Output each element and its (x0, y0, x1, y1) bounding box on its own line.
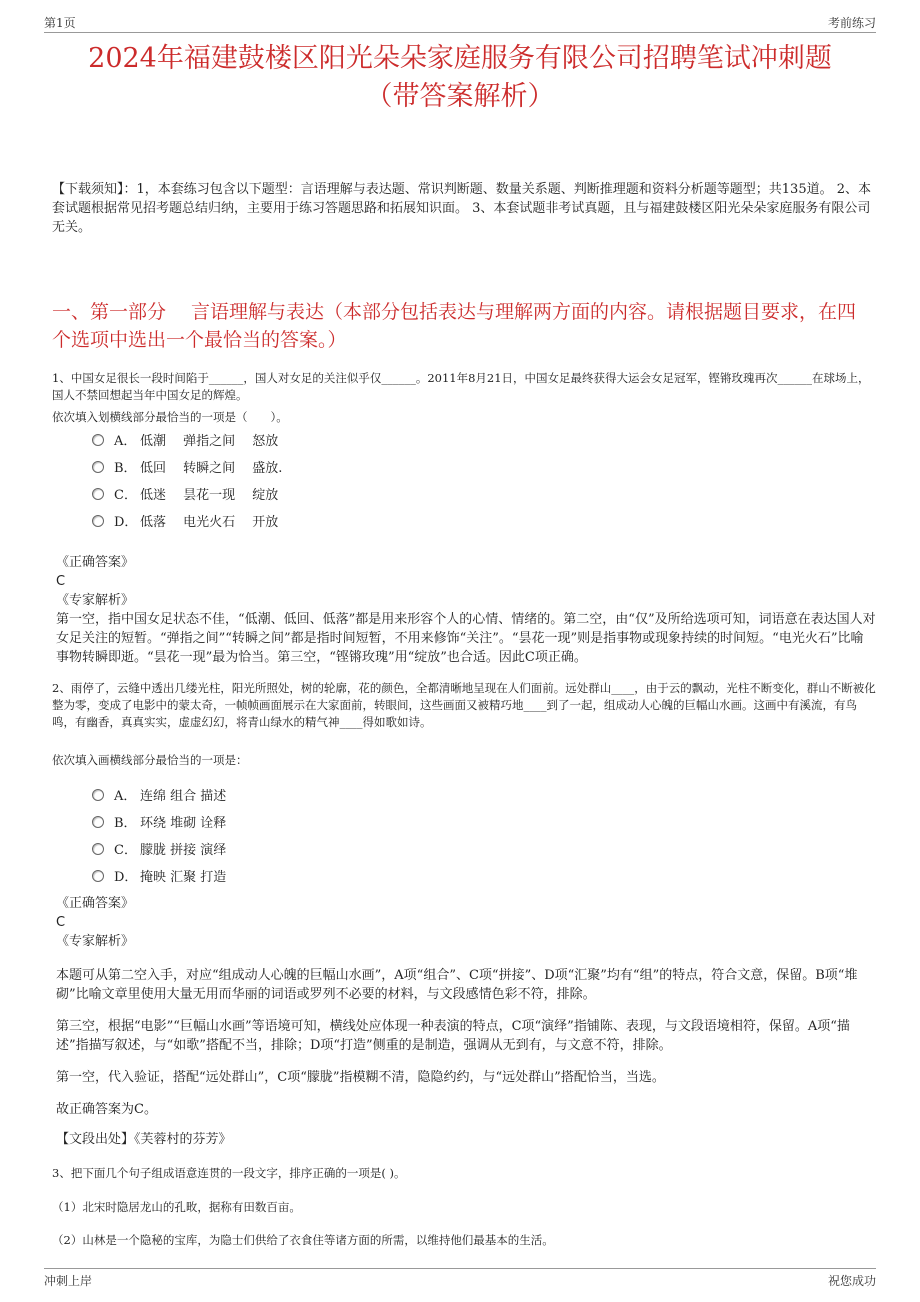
question-3-stem: 3、把下面几个句子组成语意连贯的一段文字，排序正确的一项是( )。 (52, 1166, 406, 1180)
question-3-item: （2）山林是一个隐秘的宝库，为隐士们供给了衣食住等诸方面的所需，以维持他们最基本的生活。 (52, 1233, 554, 1247)
radio-icon[interactable] (92, 843, 104, 855)
question-2-stem: 2、雨停了，云缝中透出几缕光柱，阳光所照处，树的轮廓，花的颜色，全都清晰地呈现在人们面前。远处群山____，由于云的飘动，光柱不断变化，群山不断被化整为零，变成了电影中的蒙太奇，一帧帧画面展示在大家面前，转眼间，这些画面又被精巧地____到了一起，组成动人心魄的巨幅山水画。这画中有溪流，有鸟鸣，有幽香，真真实实，虚虚幻幻，将青山绿水的精气神____得如歌如诗。 (52, 681, 876, 729)
radio-icon[interactable] (92, 434, 104, 446)
question-1-prompt: 依次填入划横线部分最恰当的一项是（ ）。 (52, 410, 288, 424)
option-text: 低迷 昙花一现 绽放 (140, 488, 279, 503)
radio-icon[interactable] (92, 789, 104, 801)
page-header (44, 14, 876, 31)
analysis-label: 《专家解析》 (56, 934, 135, 949)
download-notice: 【下载须知】：1，本套练习包含以下题型：言语理解与表达题、常识判断题、数量关系题、判断推理题和资料分析题等题型；共135道。 2、本套试题根据常见招考题总结归纳，主要用于练习答题思路和拓展知识面。 3、本套试题非考试真题，且与福建鼓楼区阳光朵朵家庭服务有限公司无关。 (52, 182, 871, 235)
question-1-option-c[interactable]: C． 低迷 昙花一现 绽放 (92, 480, 282, 507)
footer-divider (44, 1268, 876, 1269)
header-divider (44, 32, 876, 33)
answer-value: C (56, 915, 66, 930)
question-3-item: （1）北宋时隐居龙山的孔畋，据称有田数百亩。 (52, 1200, 301, 1214)
radio-icon[interactable] (92, 515, 104, 527)
option-text: 连绵 组合 描述 (140, 789, 227, 804)
source-reference: 【文段出处】《芙蓉村的芬芳》 (56, 1132, 232, 1147)
title-line-2: （带答案解析） (365, 81, 555, 112)
question-2-answer-block (56, 894, 876, 951)
option-text: 环绕 堆砌 诠释 (140, 816, 227, 831)
question-1-option-d[interactable]: D． 低落 电光火石 开放 (92, 507, 282, 534)
page-number: 第1页 (44, 16, 76, 30)
section-heading: 一、第一部分 言语理解与表达（本部分包括表达与理解两方面的内容。请根据题目要求，在四个选项中选出一个最恰当的答案。） (52, 301, 857, 351)
radio-icon[interactable] (92, 488, 104, 500)
option-text: 掩映 汇聚 打造 (140, 870, 227, 885)
document-title (0, 40, 920, 116)
question-1-stem: 1、中国女足很长一段时间陷于______，国人对女足的关注似乎仅______。2011年8月21日，中国女足最终获得大运会女足冠军，铿锵玫瑰再次______在球场上，国人不禁回想起当年中国女足的辉煌。 (52, 371, 870, 402)
answer-label: 《正确答案》 (56, 555, 135, 570)
question-1-options (92, 426, 282, 534)
answer-value: C (56, 574, 66, 589)
question-2-options (92, 781, 226, 889)
question-1-option-b[interactable]: B． 低回 转瞬之间 盛放. (92, 453, 282, 480)
question-2-option-a[interactable]: A． 连绵 组合 描述 (92, 781, 226, 808)
analysis-conclusion: 故正确答案为C。 (56, 1102, 157, 1117)
analysis-text: 第一空，指中国女足状态不佳，“低潮、低回、低落”都是用来形容个人的心情、情绪的。第二空，由“仅”及所给选项可知，词语意在表达国人对女足关注的短暂。“弹指之间”“转瞬之间”都是指时间短暂，不用来修饰“关注”。“昙花一现”则是指事物或现象持续的时间短。“电光火石”比喻事物转瞬即逝。“昙花一现”最为恰当。第三空，“铿锵玫瑰”用“绽放”也合适。因此C项正确。 (56, 612, 876, 665)
question-2-prompt: 依次填入画横线部分最恰当的一项是： (52, 753, 248, 767)
page-footer (44, 1272, 876, 1289)
question-2-option-c[interactable]: C． 朦胧 拼接 演绎 (92, 835, 226, 862)
question-1-option-a[interactable]: A． 低潮 弹指之间 怒放 (92, 426, 282, 453)
footer-left: 冲刺上岸 (44, 1274, 93, 1288)
answer-label: 《正确答案》 (56, 896, 135, 911)
analysis-paragraph: 第一空，代入验证，搭配“远处群山”，C项“朦胧”指模糊不清，隐隐约约，与“远处群山”搭配恰当，当选。 (56, 1070, 665, 1085)
analysis-label: 《专家解析》 (56, 593, 135, 608)
option-text: 低落 电光火石 开放 (140, 515, 279, 530)
header-label: 考前练习 (827, 16, 876, 30)
radio-icon[interactable] (92, 870, 104, 882)
question-2-option-d[interactable]: D． 掩映 汇聚 打造 (92, 862, 226, 889)
radio-icon[interactable] (92, 461, 104, 473)
question-2-option-b[interactable]: B． 环绕 堆砌 诠释 (92, 808, 226, 835)
option-text: 朦胧 拼接 演绎 (140, 843, 227, 858)
option-text: 低回 转瞬之间 盛放. (140, 461, 283, 476)
footer-right: 祝您成功 (827, 1274, 876, 1288)
analysis-paragraph: 第三空，根据“电影”“巨幅山水画”等语境可知，横线处应体现一种表演的特点，C项“演绎”指铺陈、表现，与文段语境相符，保留。A项“描述”指描写叙述，与“如歌”搭配不当，排除；D项“打造”侧重的是制造，强调从无到有，与文意不符，排除。 (56, 1019, 850, 1053)
analysis-paragraph: 本题可从第二空入手，对应“组成动人心魄的巨幅山水画”，A项“组合”、C项“拼接”、D项“汇聚”均有“组”的特点，符合文意，保留。B项“堆砌”比喻文章里使用大量无用而华丽的词语或罗列不必要的材料，与文段感情色彩不符，排除。 (56, 968, 858, 1002)
radio-icon[interactable] (92, 816, 104, 828)
option-text: 低潮 弹指之间 怒放 (140, 434, 279, 449)
title-line-1: 2024年福建鼓楼区阳光朵朵家庭服务有限公司招聘笔试冲刺题 (88, 43, 832, 74)
question-1-answer-block (56, 553, 876, 667)
